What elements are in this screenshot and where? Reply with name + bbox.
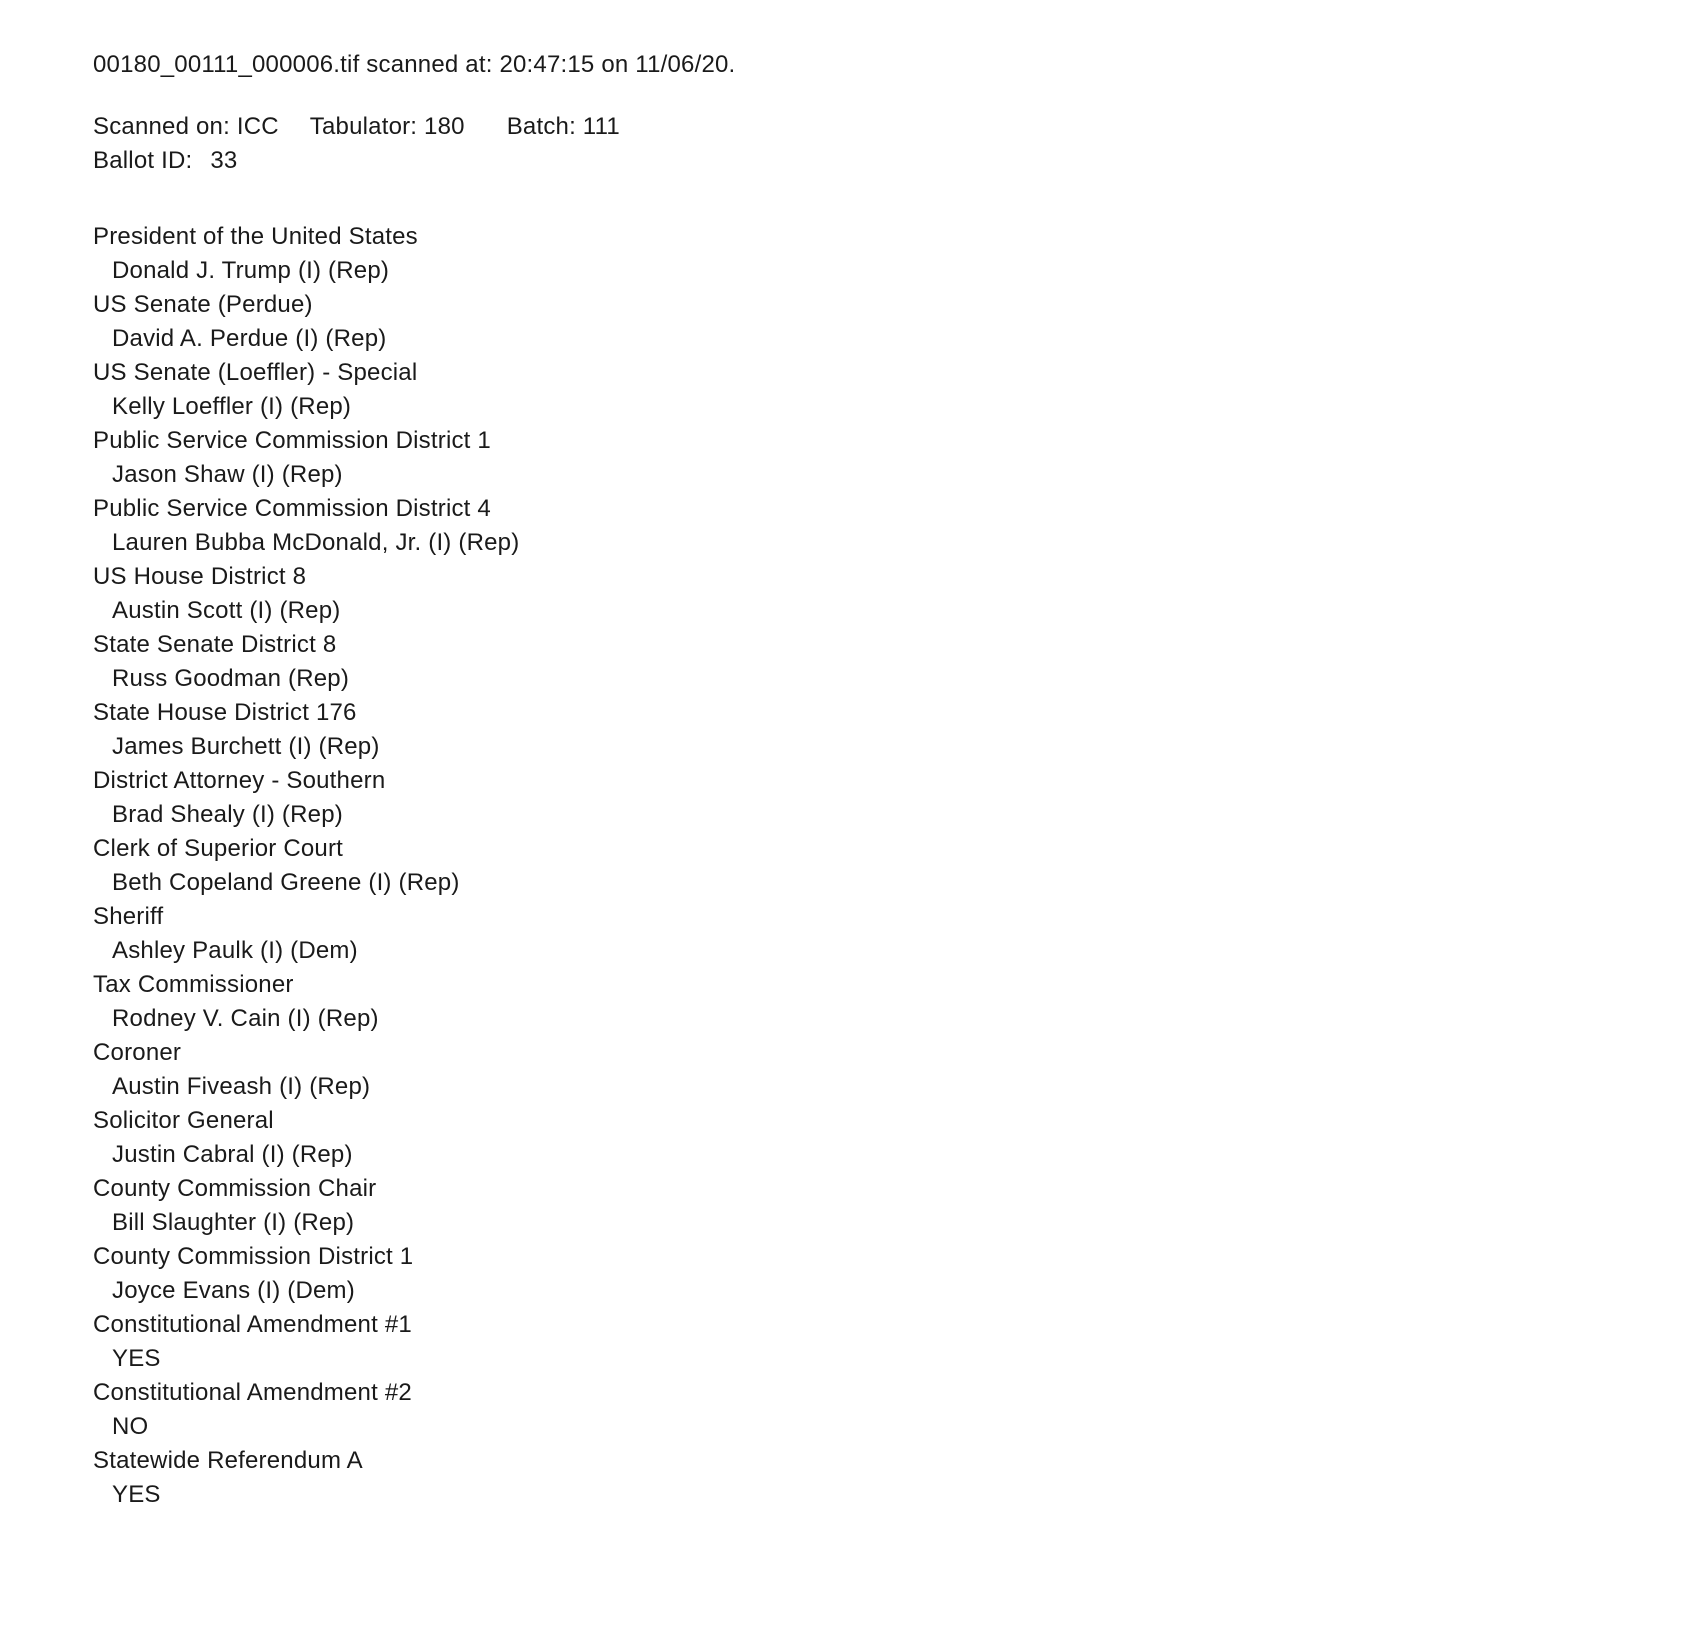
contest-entry bbox=[93, 356, 1667, 424]
contest-office-title: President of the United States bbox=[93, 223, 418, 250]
contest-selected-choice: YES bbox=[112, 1345, 161, 1372]
contest-selected-choice: David A. Perdue (I) (Rep) bbox=[112, 325, 387, 352]
contest-selected-choice: Bill Slaughter (I) (Rep) bbox=[112, 1209, 355, 1236]
ballot-id-label: Ballot ID: bbox=[93, 147, 193, 174]
contest-office-title: US Senate (Loeffler) - Special bbox=[93, 359, 418, 386]
contest-entry bbox=[93, 560, 1667, 628]
contest-selected-choice: James Burchett (I) (Rep) bbox=[112, 733, 380, 760]
contest-entry bbox=[93, 492, 1667, 560]
contest-entry bbox=[93, 696, 1667, 764]
tabulator-value: Tabulator: 180 bbox=[309, 113, 465, 140]
contest-selected-choice: Russ Goodman (Rep) bbox=[112, 665, 350, 692]
contest-entry bbox=[93, 900, 1667, 968]
contest-entry bbox=[93, 764, 1667, 832]
contest-entry bbox=[93, 1444, 1667, 1512]
contest-entry bbox=[93, 1172, 1667, 1240]
contest-selected-choice: Austin Scott (I) (Rep) bbox=[112, 597, 341, 624]
contest-entry bbox=[93, 1308, 1667, 1376]
contest-office-title: County Commission District 1 bbox=[93, 1243, 414, 1270]
contest-office-title: Clerk of Superior Court bbox=[93, 835, 344, 862]
contest-selected-choice: Lauren Bubba McDonald, Jr. (I) (Rep) bbox=[112, 529, 520, 556]
contest-selected-choice: Jason Shaw (I) (Rep) bbox=[112, 461, 343, 488]
scan-meta-row bbox=[93, 110, 1667, 144]
contest-entry bbox=[93, 968, 1667, 1036]
contest-office-title: Solicitor General bbox=[93, 1107, 274, 1134]
contest-office-title: State House District 176 bbox=[93, 699, 357, 726]
contest-selected-choice: Beth Copeland Greene (I) (Rep) bbox=[112, 869, 460, 896]
contest-selected-choice: Donald J. Trump (I) (Rep) bbox=[112, 257, 390, 284]
scan-info-line: 00180_00111_000006.tif scanned at: 20:47:15 on 11/06/20. bbox=[93, 51, 736, 78]
contest-office-title: Sheriff bbox=[93, 903, 164, 930]
contest-entry bbox=[93, 1376, 1667, 1444]
contest-office-title: Coroner bbox=[93, 1039, 182, 1066]
contest-results-list bbox=[93, 220, 1667, 1512]
contest-office-title: Public Service Commission District 1 bbox=[93, 427, 491, 454]
contest-selected-choice: Ashley Paulk (I) (Dem) bbox=[112, 937, 358, 964]
contest-entry bbox=[93, 832, 1667, 900]
contest-office-title: US Senate (Perdue) bbox=[93, 291, 313, 318]
contest-entry bbox=[93, 288, 1667, 356]
contest-selected-choice: Justin Cabral (I) (Rep) bbox=[112, 1141, 353, 1168]
contest-selected-choice: Rodney V. Cain (I) (Rep) bbox=[112, 1005, 379, 1032]
scanned-on-value: Scanned on: ICC bbox=[93, 113, 279, 140]
contest-entry bbox=[93, 220, 1667, 288]
contest-entry bbox=[93, 1104, 1667, 1172]
contest-selected-choice: Kelly Loeffler (I) (Rep) bbox=[112, 393, 352, 420]
contest-office-title: Public Service Commission District 4 bbox=[93, 495, 491, 522]
contest-selected-choice: Joyce Evans (I) (Dem) bbox=[112, 1277, 355, 1304]
ballot-id-value: 33 bbox=[210, 147, 238, 174]
contest-entry bbox=[93, 1036, 1667, 1104]
batch-value: Batch: 111 bbox=[506, 113, 620, 140]
contest-entry bbox=[93, 1240, 1667, 1308]
contest-office-title: Constitutional Amendment #2 bbox=[93, 1379, 412, 1406]
contest-office-title: State Senate District 8 bbox=[93, 631, 337, 658]
contest-office-title: Constitutional Amendment #1 bbox=[93, 1311, 412, 1338]
contest-office-title: County Commission Chair bbox=[93, 1175, 377, 1202]
contest-selected-choice: Austin Fiveash (I) (Rep) bbox=[112, 1073, 371, 1100]
contest-office-title: Tax Commissioner bbox=[93, 971, 294, 998]
contest-office-title: Statewide Referendum A bbox=[93, 1447, 363, 1474]
contest-selected-choice: YES bbox=[112, 1481, 161, 1508]
contest-office-title: US House District 8 bbox=[93, 563, 307, 590]
contest-office-title: District Attorney - Southern bbox=[93, 767, 386, 794]
contest-entry bbox=[93, 424, 1667, 492]
contest-selected-choice: NO bbox=[112, 1413, 149, 1440]
contest-entry bbox=[93, 628, 1667, 696]
contest-selected-choice: Brad Shealy (I) (Rep) bbox=[112, 801, 343, 828]
ballot-id-row bbox=[93, 144, 1667, 178]
